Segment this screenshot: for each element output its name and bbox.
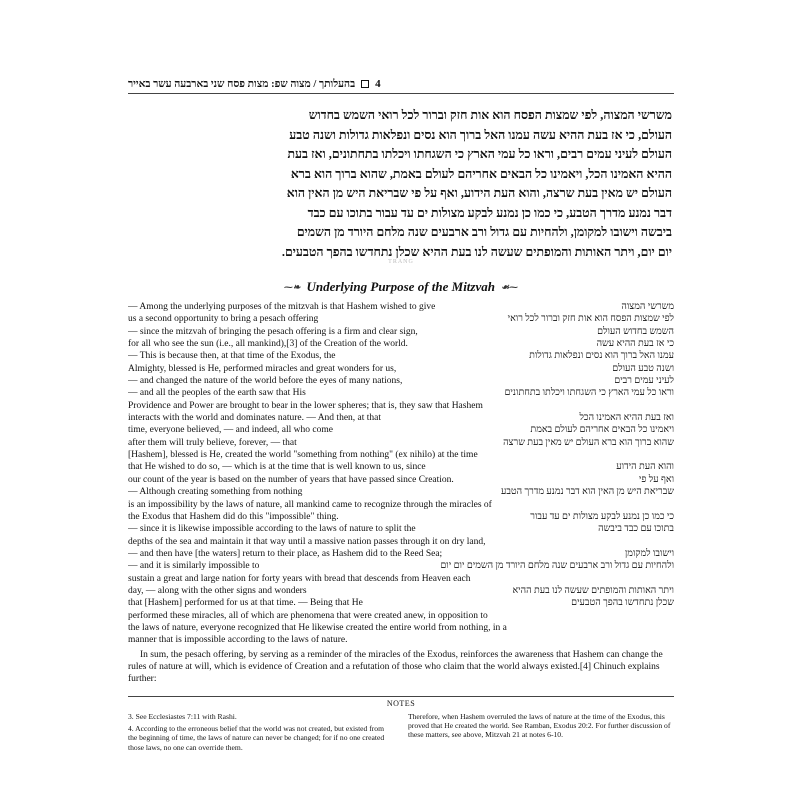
hebrew-line: העולם יש מאין בעת שרצה, והוא העת הידוע, ואף על פי שבריאת היש מן האין הוא (286, 186, 672, 200)
commentary-hebrew: ויאמינו כל הבאים אחריהם לעולם באמת (530, 425, 674, 436)
commentary-line (128, 437, 674, 449)
book-page (128, 78, 674, 752)
notes-left-column (128, 712, 394, 756)
commentary-english: for all who see the sun (i.e., all mankind),[3] of the Creation of the world. (128, 339, 408, 350)
note-item: 4. According to the erroneous belief that the world was not created, but existed from the beginning of time, the laws of nature can never be changed; for if no one created those laws, no one can override them. (128, 724, 385, 752)
commentary-line (128, 474, 674, 486)
commentary-line (128, 301, 674, 313)
page-number: 4 (375, 78, 381, 90)
section-heading (128, 279, 674, 295)
hebrew-main-text (130, 106, 672, 262)
commentary-hebrew: כי כמו כן נמנע לבקע מצולות ים עד עבור (530, 511, 674, 522)
notes-heading: NOTES (128, 696, 674, 708)
commentary-hebrew: והוא העת הידוע (616, 462, 674, 473)
commentary-english: manner that is impossible according to the laws of nature. (128, 635, 348, 646)
commentary-line (128, 400, 674, 412)
summary-paragraph: In sum, the pesach offering, by serving as a reminder of the miracles of the Exodus, reinforces the awareness that Hashem can change the rules of nature at will, which is evidence of Creation and a refutation of those who claim that the world always existed.[4] Chinuch explains further: (128, 649, 663, 685)
commentary-hebrew: כי אז בעת ההיא עשה (596, 339, 674, 350)
note-item: 3. See Ecclesiastes 7:11 with Rashi. (128, 711, 237, 721)
commentary-english: Providence and Power are brought to bear in the lower spheres; that is, they saw that Hashem (128, 400, 483, 411)
running-head-title: בהעלותך / מצוה שפ: מצות פסח שני בארבעה עשר באייר (128, 78, 356, 90)
commentary-english: us a second opportunity to bring a pesach offering (128, 314, 319, 325)
commentary-hebrew: השמש בחדוש העולם (597, 326, 674, 337)
watermark: TRANG (388, 259, 414, 265)
commentary-english: — since the mitzvah of bringing the pesach offering is a firm and clear sign, (128, 326, 418, 337)
commentary-line (128, 560, 674, 572)
commentary-english: interacts with the world and dominates nature. — And then, at that (128, 413, 382, 424)
commentary-line (128, 511, 674, 523)
commentary-line (128, 597, 674, 609)
commentary-english: day, — along with the other signs and wonders (128, 585, 307, 596)
commentary-hebrew: בתוכו עם כבד ביבשה (598, 524, 674, 535)
commentary-line (128, 536, 674, 548)
commentary-line (128, 523, 674, 535)
hebrew-line: העולם, כי אז בעת ההיא עשה עמנו האל ברוך הוא נסים ונפלאות גדולות ושנה טבע (289, 127, 672, 142)
commentary-english: [Hashem], blessed is He, created the world "something from nothing" (ex nihilo) at the time (128, 450, 478, 461)
hebrew-line: העולם לעיני עמים רבים, וראו כל עמי הארץ כי השגחתו ויכלתו בתחתונים, ואז בעת (287, 147, 672, 161)
running-head (128, 78, 674, 94)
commentary-line (128, 499, 674, 511)
commentary-line (128, 350, 674, 362)
commentary-line (128, 486, 674, 498)
hebrew-line: ההיא האמינו הכל, ויאמינו כל הבאים אחריהם לעולם באמת, שהוא ברוך הוא ברא (290, 166, 672, 181)
commentary-english: time, everyone believed, — and indeed, all who come (128, 425, 333, 436)
commentary-english: our count of the year is based on the number of years that have passed since Creation. (128, 474, 454, 485)
commentary-line (128, 461, 674, 473)
notes-right-column (408, 712, 674, 756)
commentary-hebrew: ויתר האותות והמופתים שעשה לנו בעת ההיא (512, 585, 674, 596)
commentary-hebrew: שבריאת היש מן האין הוא דבר נמנע מדרך הטבע (500, 487, 674, 498)
commentary-english: — Among the underlying purposes of the mitzvah is that Hashem wished to give (128, 302, 436, 312)
commentary-line (128, 412, 674, 424)
commentary-hebrew: עמנו האל ברוך הוא נסים ונפלאות גדולות (529, 351, 674, 362)
commentary-english: that He wished to do so, — which is at the time that is well known to us, since (128, 462, 426, 473)
commentary-hebrew: וישובו למקומן (624, 548, 674, 559)
commentary-hebrew: ואף על פי (638, 474, 674, 485)
commentary-english: depths of the sea and maintain it that way until a massive nation passes through it on dry land, (128, 536, 486, 547)
commentary-line (128, 326, 674, 338)
commentary-line (128, 313, 674, 325)
commentary-hebrew: משרשי המצוה (621, 302, 674, 312)
commentary-hebrew: שהוא ברוך הוא ברא העולם יש מאין בעת שרצה (503, 437, 674, 448)
commentary-english: — since it is likewise impossible according to the laws of nature to split the (128, 524, 416, 535)
commentary-english: — and changed the nature of the world before the eyes of many nations, (128, 376, 403, 387)
commentary-english: — and all the peoples of the earth saw that His (128, 388, 306, 399)
commentary-line (128, 363, 674, 375)
ornament-right-icon: ☙⁓ (500, 281, 519, 292)
commentary-line (128, 375, 674, 387)
english-commentary (128, 301, 674, 647)
notes (128, 712, 674, 756)
commentary-english: — Although creating something from nothing (128, 487, 303, 498)
commentary-line (128, 610, 674, 622)
commentary-line (128, 449, 674, 461)
commentary-hebrew: לעיני עמים רבים (614, 376, 674, 387)
commentary-hebrew: ואז בעת ההיא האמינו הכל (579, 413, 674, 424)
commentary-english: — and then have [the waters] return to their place, as Hashem did to the Reed Sea; (128, 548, 443, 559)
commentary-line (128, 424, 674, 436)
box-icon (361, 80, 369, 88)
hebrew-line: ביבשה וישובו למקומן, ולהחיות עם גדול ורב ארבעים שנה מלחם היורד מן השמים (296, 225, 672, 239)
commentary-hebrew: וראו כל עמי הארץ כי השגחתו ויכלתו בתחתונים (504, 388, 674, 399)
commentary-english: after them will truly believe, forever, — that (128, 437, 297, 448)
hebrew-line: משרשי המצוה, לפי שמצות הפסח הוא אות חזק וברור לכל רואי השמש בחדוש (308, 108, 672, 122)
commentary-english: — and it is similarly impossible to (128, 561, 260, 572)
commentary-english: sustain a great and large nation for forty years with bread that descends from Heaven each (128, 573, 471, 584)
section-title: Underlying Purpose of the Mitzvah (306, 279, 495, 294)
commentary-line (128, 634, 674, 646)
commentary-line (128, 573, 674, 585)
commentary-line (128, 387, 674, 399)
hebrew-line: דבר נמנע מדרך הטבע, כי כמו כן נמנע לבקע מצולות ים עד עבור בתוכו עם כבד (307, 205, 672, 220)
commentary-line (128, 585, 674, 597)
ornament-left-icon: ⁓❧ (283, 281, 301, 292)
commentary-hebrew: שכלן נתחדשו בהפך הטבעים (571, 598, 674, 609)
commentary-line (128, 622, 674, 634)
commentary-english: the Exodus that Hashem did do this "impossible" thing. (128, 511, 339, 522)
commentary-hebrew: ושנה טבע העולם (612, 363, 674, 374)
commentary-line (128, 338, 674, 350)
commentary-hebrew: לפי שמצות הפסח הוא אות חזק וברור לכל רואי (507, 314, 674, 325)
commentary-english: is an impossibility by the laws of nature, all mankind came to recognize through the miracles of (128, 499, 492, 510)
hebrew-line: יום יום, ויתר האותות והמופתים שעשה לנו בעת ההיא שכלן נתחדשו בהפך הטבעים. (281, 244, 672, 259)
commentary-hebrew: ולהחיות עם גדול ורב ארבעים שנה מלחם היורד מן השמים יום יום (440, 561, 674, 572)
commentary-english: Almighty, blessed is He, performed miracles and great wonders for us, (128, 363, 397, 374)
commentary-english: that [Hashem] performed for us at that time. — Being that He (128, 598, 363, 609)
commentary-line (128, 548, 674, 560)
commentary-english: performed these miracles, all of which are phenomena that were created anew, in opposition to (128, 610, 488, 621)
commentary-english: — This is because then, at that time of the Exodus, the (128, 351, 336, 362)
commentary-english: the laws of nature, everyone recognized that He likewise created the entire world from nothing, in a (128, 622, 507, 633)
note-item: Therefore, when Hashem overruled the laws of nature at the time of the Exodus, this proved that He created the world. See Ramban, Exodus 20:2. For further discussion of these matters, see above, Mitzvah 21 at notes 6-10. (408, 711, 671, 740)
